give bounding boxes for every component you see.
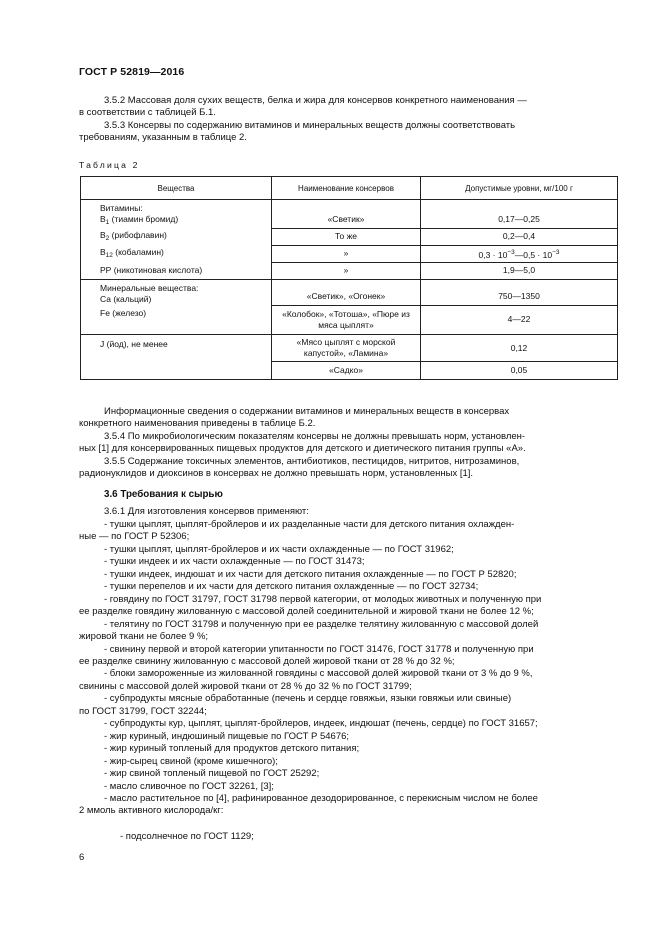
list-item-text: по ГОСТ 31799, ГОСТ 32244; [79, 705, 207, 717]
list-item [79, 556, 618, 568]
list-item-text: - субпродукты мясные обработанные (печень и сердце говяжьи, языки говяжьи или свиные) [104, 693, 512, 705]
cell-product: То же [272, 228, 421, 245]
table-row [81, 305, 618, 335]
list-item-text: - тушки индеек, индюшат и их части для детского питания охлажденные — по ГОСТ Р 52820; [104, 568, 517, 580]
table-row [81, 245, 618, 262]
cell-level: 0,12 [421, 335, 618, 362]
list-item [79, 718, 618, 730]
table-row [81, 228, 618, 245]
table-2 [80, 176, 618, 380]
list-item [79, 644, 618, 669]
cell-product: «Мясо цыплят с морской капустой», «Ламина» [272, 335, 421, 362]
list-item-text: - телятину по ГОСТ 31798 и полученную при ее разделке телятину жилованную с массовой долей [104, 618, 539, 630]
list-item-text: - жир куриный топленый для продуктов детского питания; [104, 743, 360, 755]
text-line: 3.5.5 Содержание токсичных элементов, антибиотиков, пестицидов, нитритов, нитрозаминов, [104, 456, 520, 467]
table-row [81, 200, 618, 229]
list-item [79, 693, 618, 718]
list-item-text: 2 ммоль активного кислорода/кг: [79, 805, 224, 817]
text-line: 3.6.1 Для изготовления консервов применяют: [104, 506, 309, 517]
list-item-text: - жир куриный, индюшиный пищевые по ГОСТ Р 54676; [104, 730, 350, 742]
text-line: 3.5.3 Консервы по содержанию витаминов и минеральных веществ должны соответствовать [104, 120, 516, 131]
column-header: Вещества [81, 177, 272, 200]
list-item [79, 569, 618, 581]
symbol: В [100, 246, 106, 257]
cell-level: 4—22 [421, 305, 618, 335]
column-header: Допустимые уровни, мг/100 г [421, 177, 618, 200]
list-item-text: ее разделке свинину жилованную с массовой долей жировой ткани от 28 % до 32 %; [79, 655, 455, 667]
table-row [81, 335, 618, 362]
group-title: Витамины: [100, 203, 143, 213]
paragraph-info [79, 406, 618, 431]
text-line: требованиям, указанным в таблице 2. [79, 132, 247, 144]
list-item [79, 731, 618, 743]
cell-substance [81, 280, 272, 306]
paragraph-3-5-2 [79, 95, 618, 120]
list-item-text: - жир свиной топленый пищевой по ГОСТ 25292; [104, 768, 320, 780]
text-line: в соответствии с таблицей Б.1. [79, 107, 216, 119]
text-line: Информационные сведения о содержании витаминов и минеральных веществ в консервах [104, 406, 510, 417]
document-header: ГОСТ Р 52819—2016 [79, 66, 185, 78]
list-item [120, 831, 520, 843]
list-item [79, 756, 618, 768]
list-item [79, 594, 618, 619]
substance-name: (тиамин бромид) [109, 214, 179, 224]
list-item-text: - свинину первой и второй категории упитанности по ГОСТ 31476, ГОСТ 31778 и полученную при [104, 643, 534, 655]
list-item [79, 793, 618, 818]
symbol: В [100, 229, 106, 240]
list-item [79, 781, 618, 793]
paragraph-3-5-3 [79, 120, 618, 145]
list-item [79, 519, 618, 544]
exponent: −3 [552, 248, 560, 256]
text-line: радионуклидов и диоксинов в консервах не должно превышать норм, установленных [1]. [79, 468, 474, 480]
list-item-text: - масло сливочное по ГОСТ 32261, [3]; [104, 780, 274, 792]
cell-level: 0,2—0,4 [421, 228, 618, 245]
list-item-text: - блоки замороженные из жилованной говядины с массовой долей жировой ткани от 3 % до 9 %, [104, 668, 533, 680]
list-item [79, 743, 618, 755]
list-item-text: - говядину по ГОСТ 31797, ГОСТ 31798 первой категории, от молодых животных и полученную при [104, 593, 542, 605]
list-item [79, 619, 618, 644]
list-item [79, 768, 618, 780]
cell-level: 750—1350 [421, 280, 618, 306]
list-item [79, 668, 618, 693]
list-item-text: - подсолнечное по ГОСТ 1129; [120, 831, 254, 842]
list-item-text: - жир-сырец свиной (кроме кишечного); [104, 755, 278, 767]
cell-product: » [272, 262, 421, 280]
cell-product: «Колобок», «Тотоша», «Пюре из мяса цыплят» [272, 305, 421, 335]
table-header-row [81, 177, 618, 200]
subscript: 12 [105, 251, 113, 259]
exponent: −3 [507, 248, 515, 256]
subscript: 2 [105, 234, 110, 242]
table-caption: Таблица 2 [79, 160, 140, 170]
text-line: ных [1] для консервированных пищевых продуктов для детского и диетического питания группы «А». [79, 443, 526, 455]
cell-product: «Садко» [272, 362, 421, 380]
substance-name: (кобаламин) [112, 246, 164, 257]
text-line: 3.5.4 По микробиологическим показателям консервы не должны превышать норм, установлен- [104, 431, 526, 442]
list-item [79, 581, 618, 593]
text-line: 3.5.2 Массовая доля сухих веществ, белка и жира для консервов конкретного наименования — [104, 95, 527, 106]
cell-level: 1,9—5,0 [421, 262, 618, 280]
level-part: 0,3 · 10 [478, 249, 508, 260]
paragraph-3-5-4 [79, 431, 618, 456]
list-item-text: - тушки перепелов и их части для детского питания охлажденные — по ГОСТ 32734; [104, 581, 479, 593]
subscript: 1 [105, 219, 110, 226]
raw-materials-list [79, 519, 618, 818]
cell-substance: Fe (железо) [81, 305, 272, 335]
cell-substance [81, 228, 272, 245]
cell-substance [81, 245, 272, 262]
list-item-text: ные — по ГОСТ Р 52306; [79, 531, 190, 543]
cell-substance: РР (никотиновая кислота) [81, 262, 272, 280]
substance-name: Са (кальций) [100, 294, 152, 304]
cell-level: 0,05 [421, 362, 618, 380]
cell-substance: J (йод), не менее [81, 335, 272, 380]
list-item-text: - тушки индеек и их части охлажденные — по ГОСТ 31473; [104, 556, 365, 568]
paragraph-3-5-5 [79, 456, 618, 481]
list-item-text: свинины с массовой долей жировой ткани от 28 % до 32 % по ГОСТ 31799; [79, 680, 412, 692]
cell-level [421, 245, 618, 262]
paragraph-3-6-1 [79, 506, 618, 518]
list-item-text: жировой ткани не более 9 %; [79, 631, 209, 643]
list-item-text: - тушки цыплят, цыплят-бройлеров и их части охлажденные — по ГОСТ 31962; [104, 543, 454, 555]
section-heading: 3.6 Требования к сырью [104, 489, 223, 500]
cell-product: » [272, 245, 421, 262]
table-row [81, 280, 618, 306]
cell-substance [81, 200, 272, 229]
table-row [81, 262, 618, 280]
level-part: —0,5 · 10 [514, 249, 553, 260]
text-line: конкретного наименования приведены в таблице Б.2. [79, 418, 316, 430]
page-number: 6 [79, 852, 85, 863]
group-title: Минеральные вещества: [100, 283, 199, 293]
list-item-text: - масло растительное по [4], рафинированное дезодорированное, с перекисным числом не более [104, 792, 538, 804]
cell-level: 0,17—0,25 [421, 200, 618, 229]
list-item-text: - субпродукты кур, цыплят, цыплят-бройлеров, индеек, индюшат (печень, сердце) по ГОСТ 31657; [104, 718, 538, 730]
cell-product: «Светик» [272, 200, 421, 229]
cell-product: «Светик», «Огонек» [272, 280, 421, 306]
list-item [79, 544, 618, 556]
list-item-text: ее разделке говядину жилованную с массовой долей соединительной и жировой ткани не более 12 %; [79, 606, 534, 618]
substance-name: (рибофлавин) [109, 229, 167, 240]
column-header: Наименование консервов [272, 177, 421, 200]
list-item-text: - тушки цыплят, цыплят-бройлеров и их разделанные части для детского питания охлажден- [104, 519, 515, 530]
symbol: В [100, 214, 106, 224]
